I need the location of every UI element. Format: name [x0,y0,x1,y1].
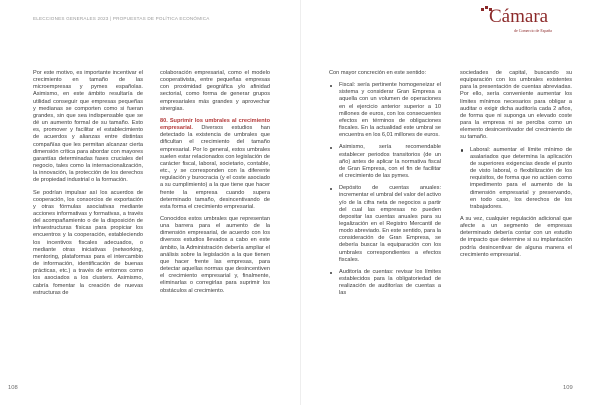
right-page [300,0,600,405]
bullet-icon [330,147,332,149]
camara-logo [475,5,595,39]
page-number: 108 [8,385,18,391]
right-column-2 [460,70,572,264]
paragraph: Se podrían impulsar así los acuerdos de cooperación, los consorcios de exportación y otras fórmulas asociativas mediante acciones informativas y formativas, a través del acompañamiento o de la disposición de infraestructuras físicas para propiciar los encuentros y la cooperación, estableciendo los incentivos fiscales adecuados, o mediante otras iniciativas (networking, mentoring, plataformas para el intercambio de información, identificación de buenas prácticas, etc.) a través de entornos como los asociados a los clusters. Asimismo, cabría fomentar la creación de nuevas estructuras de [33,189,143,296]
left-column-2 [160,70,270,300]
section-body: Diversos estudios han detectado la existencia de umbrales que dificultan el crecimiento del tamaño empresarial. Por lo general, estos umbrales suelen estar relacionados con legislación de carácter fiscal, laboral, societario, contable, etc., y se corresponden con la diferente regulación y burocracia (y el coste asociado a su cumplimiento) a la que tiene que hacer frente la empresa cuando supera determinado tamaño, desincentivando de esta forma el crecimiento empresarial. [160,125,270,210]
paragraph: sociedades de capital, buscando su equiparación con los umbrales existentes para la presentación de cuentas abreviadas. Por ello, sería conveniente aumentar los límites mínimos necesarios para obligar a auditar o exigir dicha auditoría cada 2 años, de forma que ni suponga un elevado coste para la empresa ni se perciba como un elemento desincentivador del crecimiento de su tamaño. [460,70,572,141]
paragraph: A su vez, cualquier regulación adicional que afecte a un segmento de empresas determinado debería contar con un estudio de impacto que determine si su implantación podría desincentivar de alguna manera el crecimiento empresarial. [460,215,572,258]
list-item: Fiscal: sería pertinente homogeneizar el sistema y considerar Gran Empresa a aquella con un volumen de operaciones en el ejercicio anterior superior a 10 millones de euros, con los consecuentes efectos en términos de obligaciones fiscales. En la actualidad este umbral se encuentra en los 6,01 millones de euros. [329,82,441,139]
bullet-list [460,147,572,211]
paragraph: Conocidos estos umbrales que representan una barrera para el aumento de la dimensión empresarial, de acuerdo con los diversos estudios llevados a cabo en este ámbito, la Administración debería ampliar el análisis sobre la legislación a la que tienen que hacer frente las empresas, para detectar aquellas normas que desincentiven el crecimiento empresarial y, finalmente, eliminarlas o corregirlas para suprimir los obstáculos al crecimiento. [160,215,270,294]
logo-name: Cámara [489,6,549,27]
section-paragraph [160,118,270,211]
paragraph: colaboración empresarial, como el modelo cooperativista, entre pequeñas empresas con proximidad geográfica y/o afinidad sectorial, como forma de generar grupos empresariales más grandes y aprovechar sinergias. [160,70,270,112]
bullet-icon [461,149,463,151]
bullet-icon [330,85,332,87]
bullet-list [329,82,441,297]
intro-text: Con mayor concreción en este sentido: [329,70,427,76]
left-column-1 [33,70,143,302]
running-header: ELECCIONES GENERALES 2023 | PROPUESTAS DE POLÍTICA ECONÓMICA [33,16,210,21]
list-item: Auditoría de cuentas: revisar los límites establecidos para la obligatoriedad de realización de auditorías de cuentas a las [329,269,441,298]
logo-subtitle: de Comercio de España [514,28,552,33]
bullet-icon [330,188,332,190]
right-column-1 [329,70,441,303]
section-heading: 80. Suprimir los umbrales al crecimiento empresarial. [160,117,270,132]
page-number: 109 [563,385,573,391]
paragraph: Por este motivo, es importante incentivar el crecimiento en tamaño de las microempresas y pymes españolas. Asimismo, en este ámbito resultaría de utilidad conseguir que empresas pequeñas y medianas se comporten como si fueran grandes, sin que sea indispensable que se dé un aumento formal de su tamaño. Esto es, promover y facilitar el establecimiento de acuerdos y alianzas entre distintas compañías que les permitan alcanzar cierta dimensión crítica para abordar con mayores garantías determinadas fases cruciales del negocio, tales como la internacionalización, la innovación, la protección de los derechos de propiedad industrial o la formación. [33,70,143,184]
list-item: Depósito de cuentas anuales: incrementar el umbral del valor del activo y/o de la cifra neta de negocios a partir del cual las empresas no pueden depositar las cuentas anuales para su legalización en el Registro Mercantil de modo abreviado. En este sentido, para la consideración de Gran Empresa, se debería buscar la equiparación con los umbrales correspondientes a efectos fiscales. [329,185,441,264]
bullet-icon [330,272,332,274]
list-item: Laboral: aumentar el límite mínimo de asalariados que determina la aplicación de superiores exigencias desde el punto de visto laboral, o flexibilización de los requisitos, de forma que no actúen como impedimento para el aumento de la dimensión empresarial y preservando, en todo caso, los derechos de los trabajadores. [460,147,572,211]
list-item: Asimismo, sería recomendable establecer periodos transitorios (de un año) antes de aplicar la normativa fiscal de Gran Empresa, con el fin de facilitar el crecimiento de las pymes. [329,144,441,180]
